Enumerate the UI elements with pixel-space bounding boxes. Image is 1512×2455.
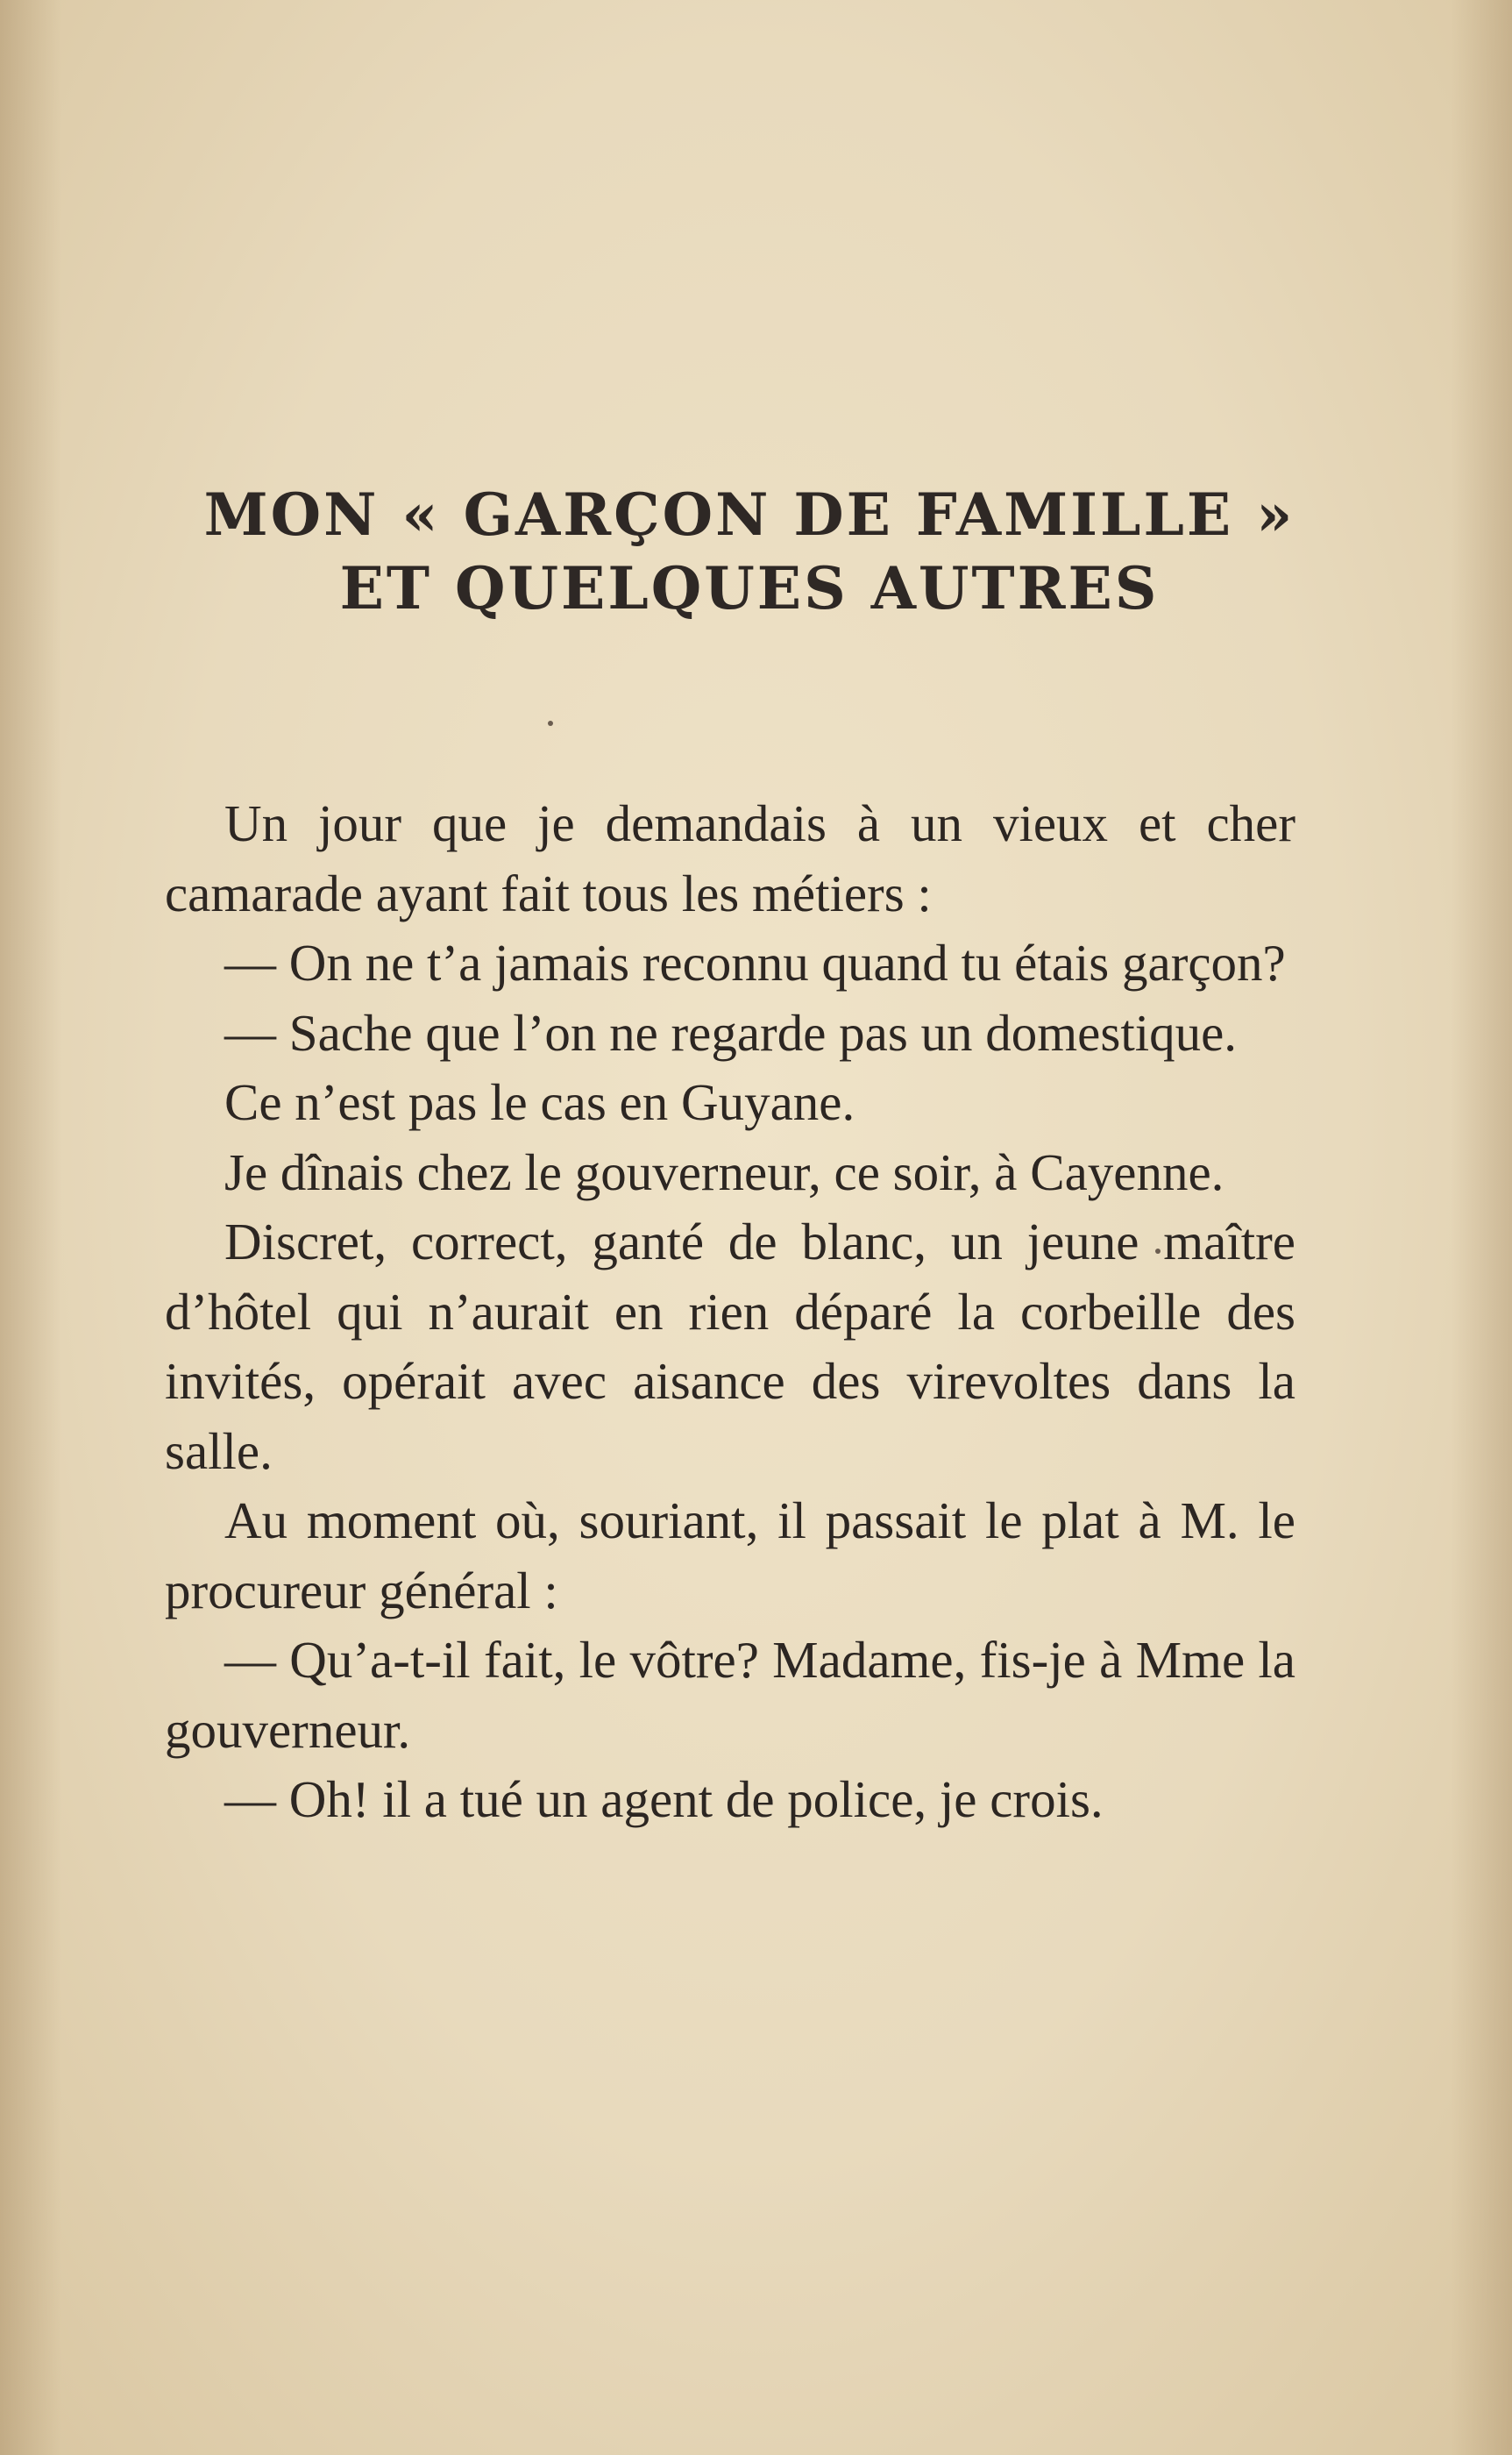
- paragraph: Un jour que je demandais à un vieux et cher camarade ayant fait tous les métiers :: [165, 794, 1295, 922]
- page-edge-shadow-left: [0, 0, 61, 2455]
- paragraph: Discret, correct, ganté de blanc, un jeune maître d’hôtel qui n’aurait en rien déparé la corbeille des invités, opérait avec aisance des virevoltes dans la salle.: [165, 1213, 1295, 1480]
- paragraph: Je dînais chez le gouverneur, ce soir, à Cayenne.: [224, 1142, 1225, 1201]
- chapter-title-line: MON « GARÇON DE FAMILLE »: [203, 480, 1295, 549]
- paragraph: — On ne t’a jamais reconnu quand tu étais garçon?: [224, 934, 1286, 992]
- chapter-title-line: ET QUELQUES AUTRES: [339, 554, 1160, 623]
- paragraph: — Sache que l’on ne regarde pas un domestique.: [224, 1003, 1238, 1062]
- paragraph: Au moment où, souriant, il passait le plat à M. le procureur général :: [165, 1491, 1295, 1619]
- ink-speck: [548, 721, 553, 726]
- paragraph: — Oh! il a tué un agent de police, je crois.: [224, 1770, 1104, 1828]
- paragraph: Ce n’est pas le cas en Guyane.: [224, 1073, 855, 1131]
- paragraph: — Qu’a-t-il fait, le vôtre? Madame, fis-je à Mme la gouverneur.: [165, 1631, 1295, 1759]
- page-edge-shadow-right: [1451, 0, 1512, 2455]
- body-text: [165, 789, 1295, 1835]
- chapter-title: [175, 478, 1324, 625]
